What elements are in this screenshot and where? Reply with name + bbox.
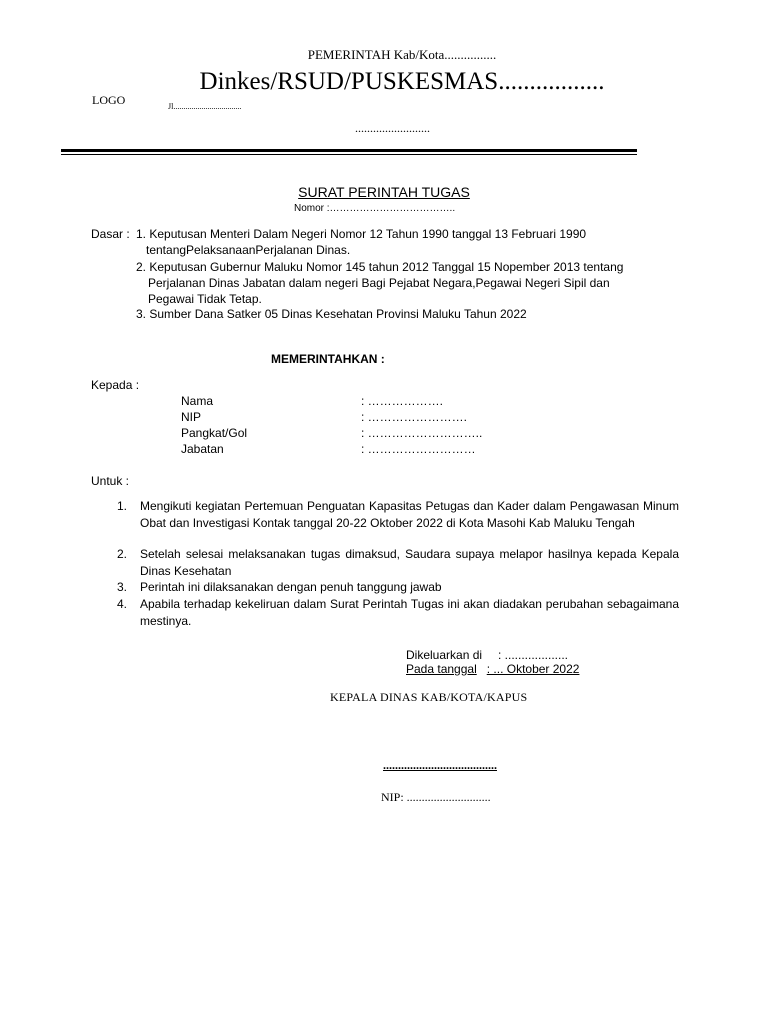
dasar-item [136, 226, 676, 258]
letterhead-government: PEMERINTAH Kab/Kota................ [307, 47, 497, 62]
untuk-item-number: 3. [117, 580, 128, 594]
field-label-nip: NIP [181, 410, 202, 424]
letterhead-rule-thin [61, 154, 637, 155]
signature-office: KEPALA DINAS KAB/KOTA/KAPUS [330, 690, 528, 704]
field-value-nip: : ……………………. [361, 410, 468, 424]
issued-place-value: : ................... [498, 648, 569, 662]
signature-nip: NIP: ............................ [381, 790, 491, 804]
field-label-pangkat: Pangkat/Gol [181, 426, 248, 440]
field-value-pangkat: : ……………………….. [361, 426, 483, 440]
memerintahkan-heading: MEMERINTAHKAN : [271, 352, 385, 366]
issued-date-row [406, 662, 579, 676]
field-value-nama: : ………………. [361, 394, 444, 408]
document-number: Nomor :……………………………….. [294, 203, 456, 214]
dasar-label: Dasar : [91, 227, 130, 241]
issued-place-label: Dikeluarkan di [406, 648, 483, 662]
dasar-item-line: Pegawai Tidak Tetap. [148, 292, 262, 306]
letterhead-organization: Dinkes/RSUD/PUSKESMAS................. [199, 68, 605, 95]
document-title: SURAT PERINTAH TUGAS [298, 184, 470, 200]
dasar-item-line: 3. Sumber Dana Satker 05 Dinas Kesehatan Provinsi Maluku Tahun 2022 [136, 307, 527, 321]
letterhead-address: Jl.................................. [168, 102, 242, 111]
letterhead-rule-thick [61, 149, 637, 152]
untuk-item [117, 596, 679, 629]
untuk-item [117, 579, 679, 596]
field-label-jabatan: Jabatan [181, 442, 224, 456]
untuk-item-text: Perintah ini dilaksanakan dengan penuh tanggung jawab [140, 580, 442, 594]
letterhead-dots: ......................... [355, 121, 430, 135]
untuk-item-text: Apabila terhadap kekeliruan dalam Surat Perintah Tugas ini akan diadakan perubahan sebagaimana mestinya. [140, 597, 679, 628]
dasar-item-line: Perjalanan Dinas Jabatan dalam negeri Bagi Pejabat Negara,Pegawai Negeri Sipil dan [148, 276, 610, 290]
kepada-label: Kepada : [91, 378, 140, 392]
untuk-item-number: 2. [117, 547, 128, 561]
untuk-item-number: 4. [117, 597, 128, 611]
field-value-jabatan: : ……………………… [361, 442, 476, 456]
dasar-item-line: 1. Keputusan Menteri Dalam Negeri Nomor 12 Tahun 1990 tanggal 13 Februari 1990 [136, 227, 587, 241]
dasar-item-line: 2. Keputusan Gubernur Maluku Nomor 145 tahun 2012 Tanggal 15 Nopember 2013 tentang [136, 260, 624, 274]
field-label-nama: Nama [181, 394, 214, 408]
dasar-item [136, 306, 676, 322]
untuk-item-text: Setelah selesai melaksanakan tugas dimaksud, Saudara supaya melapor hasilnya kepada Kepala Dinas Kesehatan [140, 547, 679, 578]
dasar-item [136, 259, 676, 307]
untuk-item [117, 498, 679, 531]
untuk-label: Untuk : [91, 474, 130, 488]
untuk-item-text: Mengikuti kegiatan Pertemuan Penguatan Kapasitas Petugas dan Kader dalam Pengawasan Minum Obat dan Investigasi Kontak tanggal 20-22 Oktober 2022 di Kota Masohi Kab Maluku Tengah [140, 499, 679, 530]
issued-date-label: Pada tanggal [406, 662, 477, 676]
signature-name: ...................................... [383, 758, 497, 772]
untuk-item-number: 1. [117, 499, 128, 513]
untuk-item [117, 546, 679, 579]
logo-placeholder: LOGO [92, 93, 126, 107]
issued-date-value: : ... Oktober 2022 [486, 662, 580, 676]
dasar-item-line: tentangPelaksanaanPerjalanan Dinas. [146, 243, 351, 257]
